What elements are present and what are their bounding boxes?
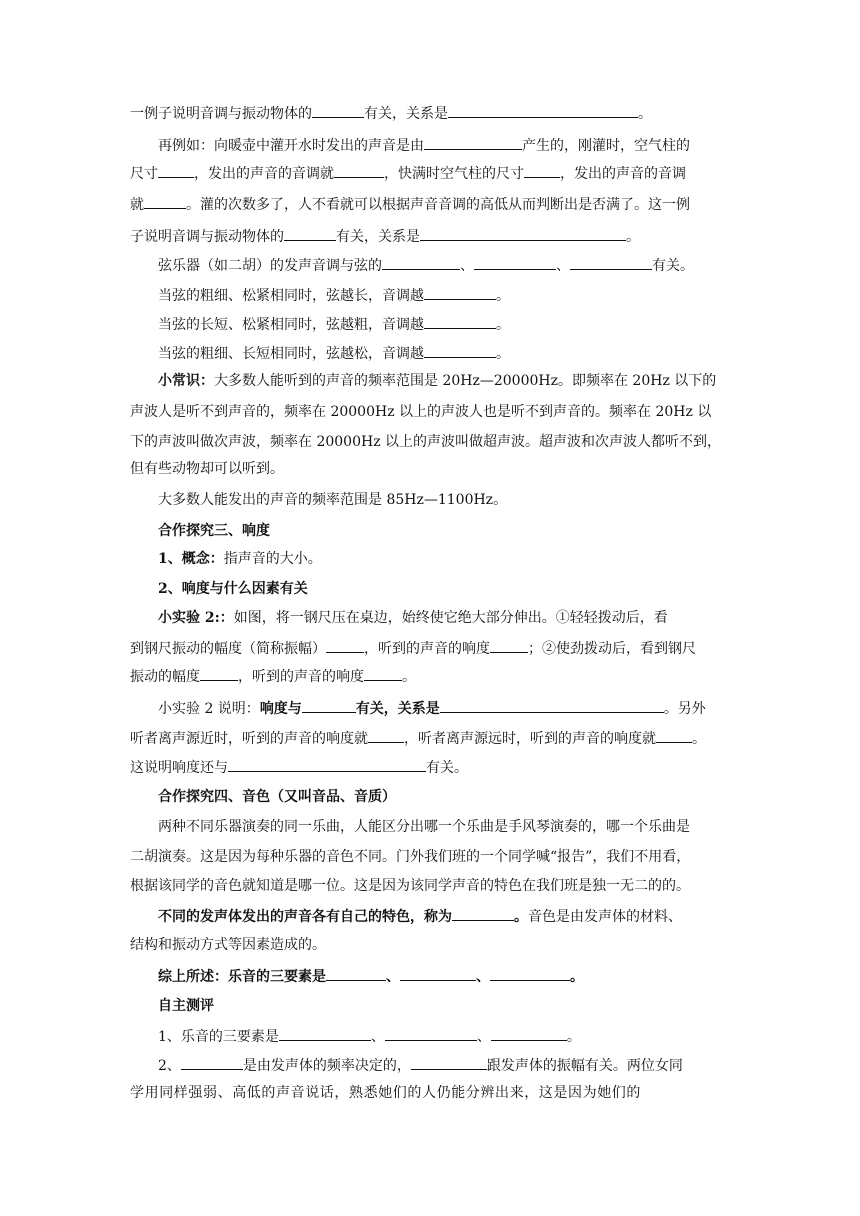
fill-blank[interactable] (364, 666, 402, 681)
fill-blank[interactable] (181, 1055, 243, 1070)
fill-blank[interactable] (144, 194, 186, 209)
fill-blank[interactable] (411, 1055, 487, 1070)
paragraph-line: 当弦的粗细、长短相同时，弦越松，音调越 。 (158, 343, 510, 364)
fill-blank[interactable] (312, 103, 364, 118)
fill-blank[interactable] (302, 698, 356, 713)
fill-blank[interactable] (570, 255, 652, 270)
paragraph-line: 当弦的粗细、松紧相同时，弦越长，音调越 。 (158, 285, 510, 306)
fill-blank[interactable] (448, 103, 638, 118)
fill-blank[interactable] (474, 255, 556, 270)
paragraph-line: 1、乐音的三要素是 、 、 。 (158, 1026, 581, 1047)
paragraph-line: 但有些动物却可以听到。 (130, 461, 284, 477)
paragraph-line: 振动的幅度 ，听到的声音的响度 。 (130, 666, 416, 687)
paragraph-line: 当弦的长短、松紧相同时，弦越粗，音调越 。 (158, 314, 510, 335)
paragraph-line: 到钢尺振动的幅度（简称振幅） ，听到的声音的响度 ；②使劲拨动后，看到钢尺 (130, 638, 696, 659)
fill-blank[interactable] (368, 728, 404, 743)
fill-blank[interactable] (424, 285, 496, 300)
tip-label: 小常识： (158, 373, 214, 389)
fill-blank[interactable] (158, 163, 194, 178)
paragraph-line: 结构和振动方式等因素造成的。 (130, 937, 326, 953)
paragraph-line: 这说明响度还与 有关。 (130, 757, 468, 778)
fill-blank[interactable] (424, 343, 496, 358)
paragraph-line: 弦乐器（如二胡）的发声音调与弦的 、 、 有关。 (158, 255, 694, 276)
fill-blank[interactable] (452, 906, 514, 921)
fill-blank[interactable] (284, 226, 336, 241)
fill-blank[interactable] (420, 226, 626, 241)
fill-blank[interactable] (491, 1026, 567, 1041)
fill-blank[interactable] (524, 163, 560, 178)
paragraph-line: 综上所述：乐音的三要素是 、 、 。 (158, 966, 584, 987)
section-heading: 合作探究四、音色（又叫音品、音质） (158, 789, 396, 805)
paragraph-line: 大多数人能发出的声音的频率范围是 85Hz—1100Hz。 (158, 492, 508, 508)
fill-blank[interactable] (656, 728, 692, 743)
paragraph-line: 学用同样强弱、高低的声音说话，熟悉她们的人仍能分辨出来，这是因为她们的 (130, 1085, 641, 1101)
fill-blank[interactable] (424, 314, 496, 329)
paragraph-line: 就 。灌的次数多了，人不看就可以根据声音音调的高低从而判断出是否满了。这一例 (130, 194, 690, 215)
section-heading: 自主测评 (158, 998, 214, 1014)
section-heading: 合作探究三、响度 (158, 523, 270, 539)
paragraph-line: 听者离声源近时，听到的声音的响度就 ，听者离声源远时，听到的声音的响度就 。 (130, 728, 706, 749)
fill-blank[interactable] (424, 135, 522, 150)
fill-blank[interactable] (490, 966, 570, 981)
fill-blank[interactable] (385, 1026, 477, 1041)
paragraph-line: 子说明音调与振动物体的 有关，关系是 。 (130, 226, 640, 247)
fill-blank[interactable] (400, 966, 476, 981)
fill-blank[interactable] (200, 666, 238, 681)
paragraph-line: 下的声波叫做次声波，频率在 20000Hz 以上的声波叫做超声波。超声波和次声波人都听不到， (130, 434, 722, 450)
fill-blank[interactable] (440, 698, 664, 713)
fill-blank[interactable] (326, 966, 386, 981)
paragraph-line: 再例如：向暖壶中灌开水时发出的声音是由 产生的，刚灌时，空气柱的 (158, 135, 690, 156)
paragraph-line: 小实验 2 说明：响度与 有关，关系是 。另外 (158, 698, 706, 719)
paragraph-line: 尺寸 ，发出的声音的音调就 ，快满时空气柱的尺寸 ，发出的声音的音调 (130, 163, 686, 184)
fill-blank[interactable] (382, 255, 460, 270)
fill-blank[interactable] (490, 638, 528, 653)
paragraph-line: 小实验 2:：如图，将一钢尺压在桌边，始终使它绝大部分伸出。①轻轻拨动后，看 (158, 610, 668, 626)
paragraph-line: 一例子说明音调与振动物体的 有关，关系是 。 (130, 103, 652, 124)
paragraph-line: 1、概念：指声音的大小。 (158, 551, 322, 567)
fill-blank[interactable] (228, 757, 426, 772)
paragraph-line: 两种不同乐器演奏的同一乐曲，人能区分出哪一个乐曲是手风琴演奏的，哪一个乐曲是 (158, 819, 690, 835)
paragraph-line: 小常识：大多数人能听到的声音的频率范围是 20Hz—20000Hz。即频率在 20Hz 以下的 (158, 373, 717, 389)
paragraph-line: 根据该同学的音色就知道是哪一位。这是因为该同学声音的特色在我们班是独一无二的的。 (130, 878, 690, 894)
paragraph-line: 声波人是听不到声音的，频率在 20000Hz 以上的声波人也是听不到声音的。频率在 20Hz 以 (130, 404, 712, 420)
paragraph-line: 2、 是由发声体的频率决定的， 跟发声体的振幅有关。两位女同 (158, 1055, 683, 1076)
paragraph-line: 二胡演奏。这是因为每种乐器的音色不同。门外我们班的一个同学喊“报告”，我们不用看， (130, 849, 691, 865)
sub-heading: 2、响度与什么因素有关 (158, 581, 308, 597)
fill-blank[interactable] (326, 638, 364, 653)
fill-blank[interactable] (279, 1026, 371, 1041)
fill-blank[interactable] (334, 163, 384, 178)
paragraph-line: 不同的发声体发出的声音各有自己的特色，称为 。音色是由发声体的材料、 (158, 906, 682, 927)
